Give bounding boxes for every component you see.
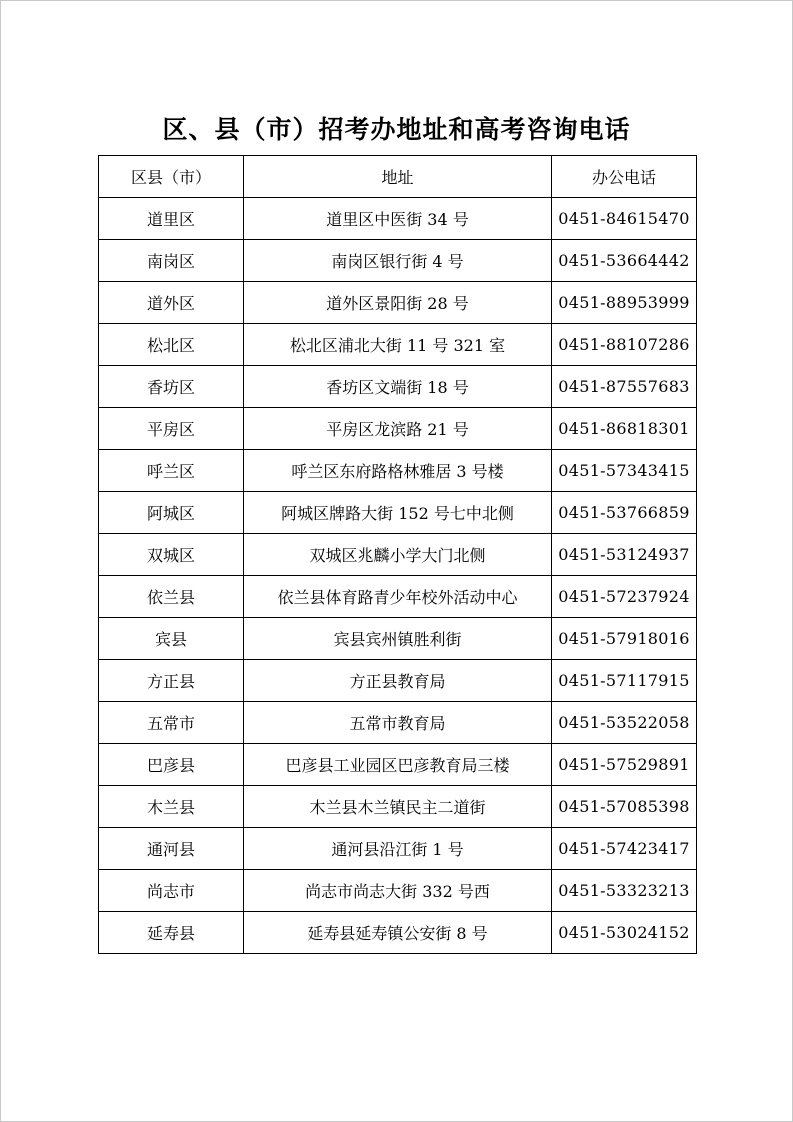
cell-address: 道外区景阳街 28 号 (244, 282, 552, 324)
table-row (99, 408, 697, 450)
cell-district: 香坊区 (99, 366, 244, 408)
cell-district: 南岗区 (99, 240, 244, 282)
cell-address: 尚志市尚志大街 332 号西 (244, 870, 552, 912)
table-body (99, 198, 697, 954)
table-row (99, 660, 697, 702)
document-title: 区、县（市）招考办地址和高考咨询电话 (162, 115, 631, 144)
cell-address: 香坊区文端街 18 号 (244, 366, 552, 408)
cell-district: 延寿县 (99, 912, 244, 954)
table-row (99, 450, 697, 492)
cell-address: 宾县宾州镇胜利街 (244, 618, 552, 660)
cell-address: 巴彦县工业园区巴彦教育局三楼 (244, 744, 552, 786)
cell-district: 木兰县 (99, 786, 244, 828)
table-row (99, 492, 697, 534)
cell-phone: 0451-53664442 (552, 240, 697, 282)
cell-address: 木兰县木兰镇民主二道街 (244, 786, 552, 828)
table-row (99, 198, 697, 240)
cell-phone: 0451-88107286 (552, 324, 697, 366)
cell-phone: 0451-53124937 (552, 534, 697, 576)
table-header-row (99, 156, 697, 198)
cell-address: 平房区龙滨路 21 号 (244, 408, 552, 450)
cell-address: 松北区浦北大街 11 号 321 室 (244, 324, 552, 366)
admissions-office-table (98, 155, 697, 954)
cell-address: 五常市教育局 (244, 702, 552, 744)
cell-district: 巴彦县 (99, 744, 244, 786)
cell-district: 通河县 (99, 828, 244, 870)
cell-address: 道里区中医街 34 号 (244, 198, 552, 240)
cell-district: 依兰县 (99, 576, 244, 618)
table-row (99, 702, 697, 744)
cell-district: 宾县 (99, 618, 244, 660)
cell-address: 延寿县延寿镇公安街 8 号 (244, 912, 552, 954)
cell-district: 阿城区 (99, 492, 244, 534)
cell-phone: 0451-57117915 (552, 660, 697, 702)
table-row (99, 786, 697, 828)
table-row (99, 534, 697, 576)
cell-phone: 0451-57085398 (552, 786, 697, 828)
cell-phone: 0451-57423417 (552, 828, 697, 870)
cell-district: 道外区 (99, 282, 244, 324)
table-row (99, 744, 697, 786)
cell-phone: 0451-57237924 (552, 576, 697, 618)
table-row (99, 870, 697, 912)
cell-phone: 0451-88953999 (552, 282, 697, 324)
cell-phone: 0451-57918016 (552, 618, 697, 660)
cell-address: 方正县教育局 (244, 660, 552, 702)
cell-phone: 0451-53522058 (552, 702, 697, 744)
cell-phone: 0451-53323213 (552, 870, 697, 912)
cell-address: 依兰县体育路青少年校外活动中心 (244, 576, 552, 618)
cell-address: 呼兰区东府路格林雅居 3 号楼 (244, 450, 552, 492)
cell-phone: 0451-87557683 (552, 366, 697, 408)
cell-district: 五常市 (99, 702, 244, 744)
table-row (99, 240, 697, 282)
cell-phone: 0451-57343415 (552, 450, 697, 492)
cell-address: 南岗区银行街 4 号 (244, 240, 552, 282)
cell-district: 尚志市 (99, 870, 244, 912)
table-row (99, 618, 697, 660)
cell-phone: 0451-53766859 (552, 492, 697, 534)
table-row (99, 282, 697, 324)
header-phone: 办公电话 (552, 156, 697, 198)
cell-address: 双城区兆麟小学大门北侧 (244, 534, 552, 576)
cell-district: 松北区 (99, 324, 244, 366)
cell-district: 方正县 (99, 660, 244, 702)
header-district: 区县（市） (99, 156, 244, 198)
cell-address: 阿城区牌路大街 152 号七中北侧 (244, 492, 552, 534)
table-row (99, 912, 697, 954)
cell-phone: 0451-86818301 (552, 408, 697, 450)
cell-phone: 0451-84615470 (552, 198, 697, 240)
table-row (99, 324, 697, 366)
cell-address: 通河县沿江街 1 号 (244, 828, 552, 870)
table-row (99, 366, 697, 408)
cell-district: 双城区 (99, 534, 244, 576)
cell-phone: 0451-57529891 (552, 744, 697, 786)
cell-district: 平房区 (99, 408, 244, 450)
table-row (99, 576, 697, 618)
table-row (99, 828, 697, 870)
cell-district: 呼兰区 (99, 450, 244, 492)
cell-district: 道里区 (99, 198, 244, 240)
header-address: 地址 (244, 156, 552, 198)
cell-phone: 0451-53024152 (552, 912, 697, 954)
